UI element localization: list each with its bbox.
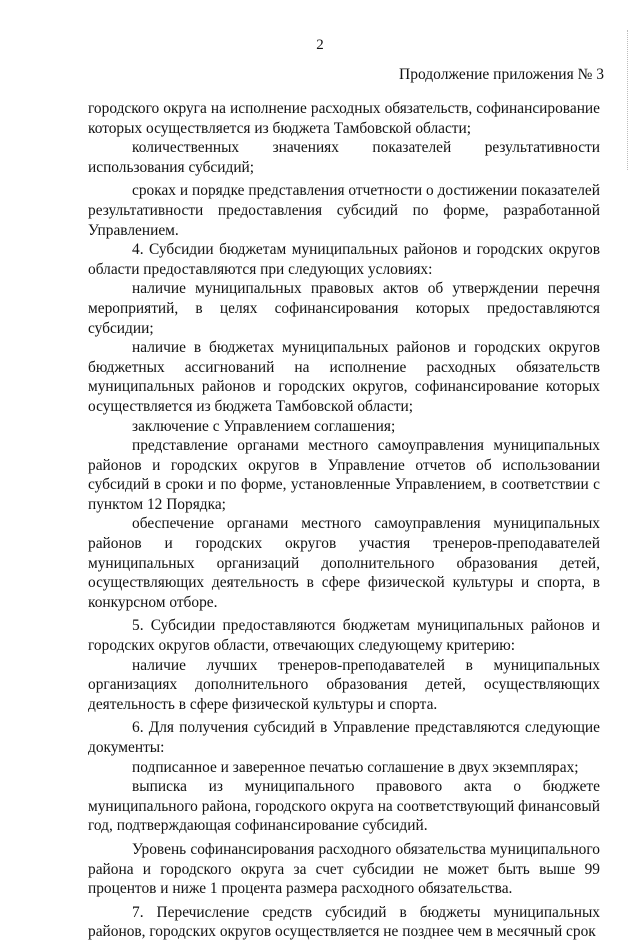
paragraph: заключение с Управлением соглашения; [132, 417, 396, 435]
paragraph: наличие муниципальных правовых актов об утверждении перечня мероприятий, в целях софинансирования которых предоставляются субсидии; [88, 280, 600, 337]
paragraph: наличие лучших тренеров-преподавателей в муниципальных организациях дополнительного образования детей, осуществляющих деятельность в сфере физической культуры и спорта. [88, 656, 600, 713]
appendix-continuation-note: Продолжение приложения № 3 [399, 66, 604, 83]
paragraph: представление органами местного самоуправления муниципальных районов и городских округов в Управление отчетов об использовании субсидий в сроки и по форме, установленные Управлением, в соответствии с пунктом 12 Порядка; [88, 437, 600, 513]
paragraph: подписанное и заверенное печатью соглашение в двух экземплярах; [132, 758, 579, 776]
paragraph: 7. Перечисление средств субсидий в бюджеты муниципальных районов, городских округов осуществляется не позднее чем в месячный срок [88, 903, 600, 941]
paragraph: выписка из муниципального правового акта о бюджете муниципального района, городского округа на соответствующий финансовый год, подтверждающая софинансирование субсидий. [88, 778, 600, 835]
paragraph: количественных значениях показателей результативности использования субсидий; [88, 139, 600, 176]
paragraph: 5. Субсидии предоставляются бюджетам муниципальных районов и городских округов области, отвечающих следующему критерию: [88, 617, 600, 655]
page-number: 2 [316, 37, 324, 53]
paragraph: сроках и порядке представления отчетности о достижении показателей результативности предоставления субсидий по форме, разработанной Управлением. [88, 182, 600, 239]
paragraph: 6. Для получения субсидий в Управление представляются следующие документы: [88, 719, 600, 756]
paragraph: городского округа на исполнение расходных обязательств, софинансирование которых осуществляется из бюджета Тамбовской области; [88, 100, 600, 137]
document-body [88, 99, 600, 942]
paragraph: 4. Субсидии бюджетам муниципальных районов и городских округов области предоставляются при следующих условиях: [88, 241, 600, 278]
paragraph: наличие в бюджетах муниципальных районов и городских округов бюджетных ассигнований на исполнение расходных обязательств муниципальных районов и городских округов, софинансирование которых осуществляется из бюджета Тамбовской области; [88, 339, 600, 415]
paragraph: Уровень софинансирования расходного обязательства муниципального района и городского округа за счет субсидии не может быть выше 99 процентов и ниже 1 процента размера расходного обязательства. [88, 840, 600, 898]
paragraph: обеспечение органами местного самоуправления муниципальных районов и городских округов участия тренеров-преподавателей муниципальных организаций дополнительного образования детей, осуществляющих деятельность в сфере физической культуры и спорта, в конкурсном отборе. [88, 515, 600, 611]
